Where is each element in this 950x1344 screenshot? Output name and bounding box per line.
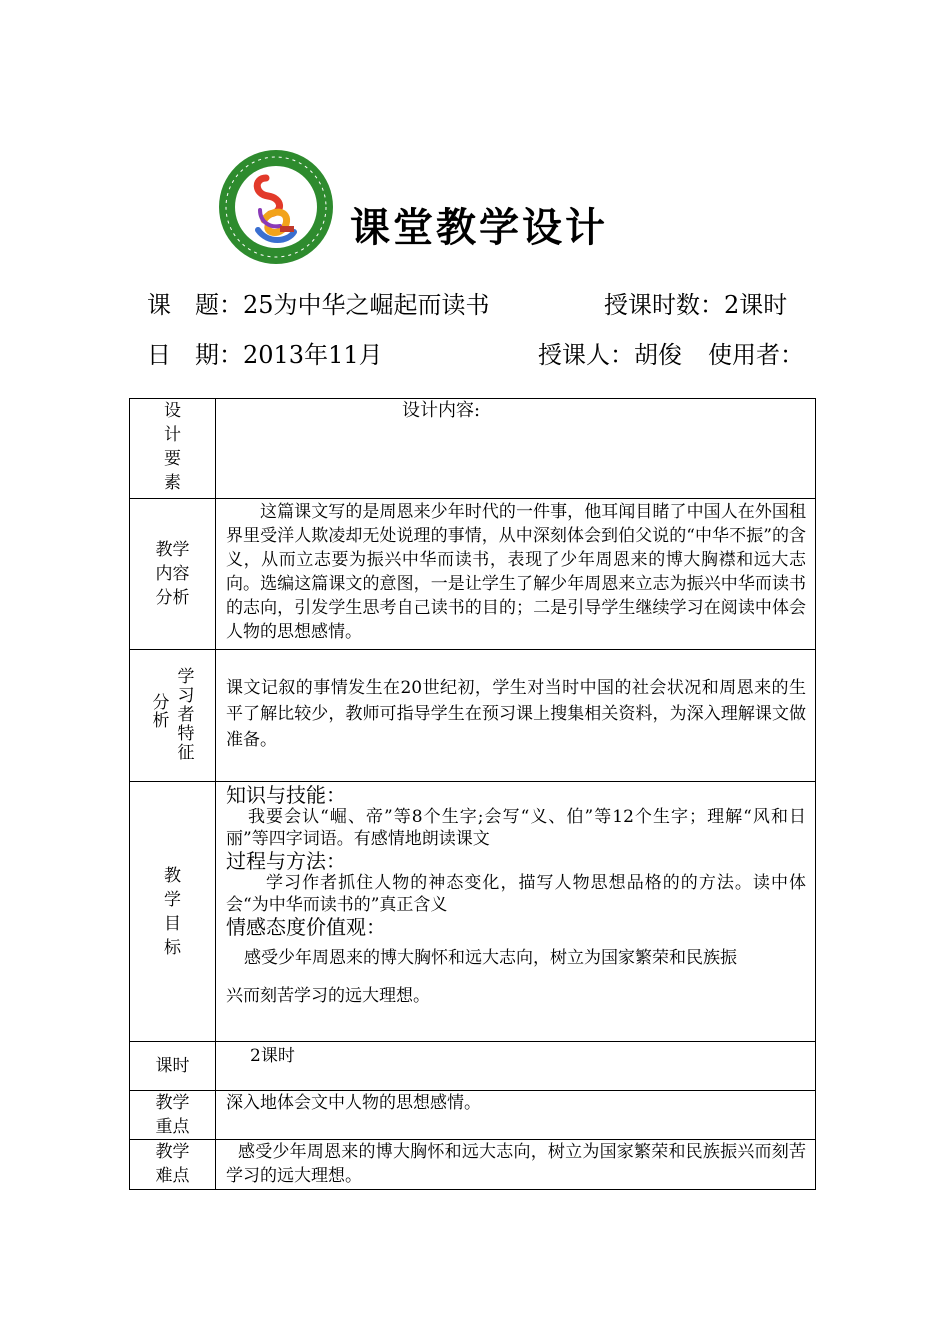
label-char: 目: [164, 913, 181, 934]
topic-value: 25为中华之崛起而读书: [243, 291, 490, 319]
goal-text-emotion-2: 兴而刻苦学习的远大理想。: [226, 986, 430, 1006]
key-points-cell: [216, 1091, 816, 1140]
table-row: [130, 499, 816, 650]
hours-label: 授课时数：: [604, 291, 724, 319]
goal-heading-process: 过程与方法：: [226, 849, 346, 873]
label-line: 难点: [155, 1166, 190, 1186]
goal-text-emotion-1: 感受少年周恩来的博大胸怀和远大志向，树立为国家繁荣和民族振: [244, 948, 737, 968]
table-row: [130, 1042, 816, 1091]
label-line: 分析: [155, 588, 190, 608]
design-elements-label: [130, 399, 216, 499]
design-content-header: 设计内容:: [402, 400, 481, 421]
class-hours-label: 课时: [130, 1042, 216, 1091]
label-char: 习: [177, 686, 195, 706]
learner-analysis-label: [130, 650, 216, 782]
school-emblem-icon: [214, 148, 338, 266]
goal-heading-emotion: 情感态度价值观：: [226, 915, 386, 939]
difficulties-text: 感受少年周恩来的博大胸怀和远大志向，树立为国家繁荣和民族振兴而刻苦学习的远大理想。: [226, 1142, 806, 1186]
table-row: [130, 399, 816, 499]
label-line: 教学: [155, 1093, 190, 1113]
label-line: 教学: [155, 540, 190, 560]
table-row: [130, 1140, 816, 1190]
date-field: [147, 335, 383, 370]
goal-text-knowledge: 我要会认“崛、帝”等8个生字;会写“义、伯”等12个生字；理解“风和日丽”等四字词语。有感情地朗读课文: [226, 807, 806, 849]
label-line: 重点: [155, 1117, 190, 1137]
teacher-value: 胡俊: [634, 341, 682, 369]
goal-heading-knowledge: 知识与技能：: [226, 783, 346, 807]
table-row: [130, 1091, 816, 1140]
hours-field: [604, 285, 787, 320]
label-char: 计: [164, 425, 181, 445]
content-analysis-text: 这篇课文写的是周恩来少年时代的一件事，他耳闻目睹了中国人在外国租界里受洋人欺凌却无处说理的事情，从中深刻体会到伯父说的“中华不振”的含义，从而立志要为振兴中华而读书，表现了少年周恩来的博大胸襟和远大志向。选编这篇课文的意图，一是让学生了解少年周恩来立志为振兴中华而读书的志向，引发学生思考自己读书的目的；二是引导学生继续学习在阅读中体会人物的思想感情。: [226, 502, 806, 642]
key-points-label: [130, 1091, 216, 1140]
class-hours-cell: [216, 1042, 816, 1091]
label-char: 征: [177, 743, 195, 763]
label-char: 学: [164, 889, 181, 910]
label-char: 要: [164, 449, 181, 469]
goal-text-process: 学习作者抓住人物的神态变化，描写人物思想品格的的方法。读中体会“为中华而读书的”真正含义: [226, 873, 806, 915]
topic-label: 课 题：: [147, 291, 243, 319]
label-char: 标: [164, 937, 181, 958]
label-char: 素: [164, 473, 181, 493]
learner-analysis-text: 课文记叙的事情发生在20世纪初，学生对当时中国的社会状况和周恩来的生平了解比较少，教师可指导学生在预习课上搜集相关资料，为深入理解课文做准备。: [226, 678, 806, 750]
label-analysis: 分析: [152, 693, 170, 731]
label-line: 教学: [155, 1142, 190, 1162]
content-analysis-cell: [216, 499, 816, 650]
label-line: 内容: [155, 564, 190, 584]
label-char: 教: [164, 865, 181, 886]
design-table: [129, 398, 816, 1190]
teaching-goals-label: [130, 782, 216, 1042]
label-char: 学: [177, 667, 195, 687]
hours-value: 2课时: [724, 291, 788, 319]
label-char: 者: [177, 705, 195, 725]
teacher-label: 授课人：: [538, 341, 634, 369]
topic-field: [147, 285, 490, 320]
key-points-text: 深入地体会文中人物的思想感情。: [226, 1093, 481, 1113]
table-row: [130, 650, 816, 782]
difficulties-cell: [216, 1140, 816, 1190]
content-analysis-label: [130, 499, 216, 650]
user-label: 使用者：: [708, 341, 804, 369]
table-row: [130, 782, 816, 1042]
design-content-header-cell: [216, 399, 816, 499]
document-title: 课堂教学设计: [350, 205, 608, 251]
date-label: 日 期：: [147, 341, 243, 369]
label-char: 特: [177, 724, 195, 744]
teacher-field: [538, 335, 804, 370]
label-char: 设: [164, 401, 181, 421]
difficulties-label: [130, 1140, 216, 1190]
learner-analysis-cell: [216, 650, 816, 782]
class-hours-value: 2课时: [250, 1046, 295, 1066]
date-value: 2013年11月: [243, 341, 383, 369]
teaching-goals-cell: [216, 782, 816, 1042]
